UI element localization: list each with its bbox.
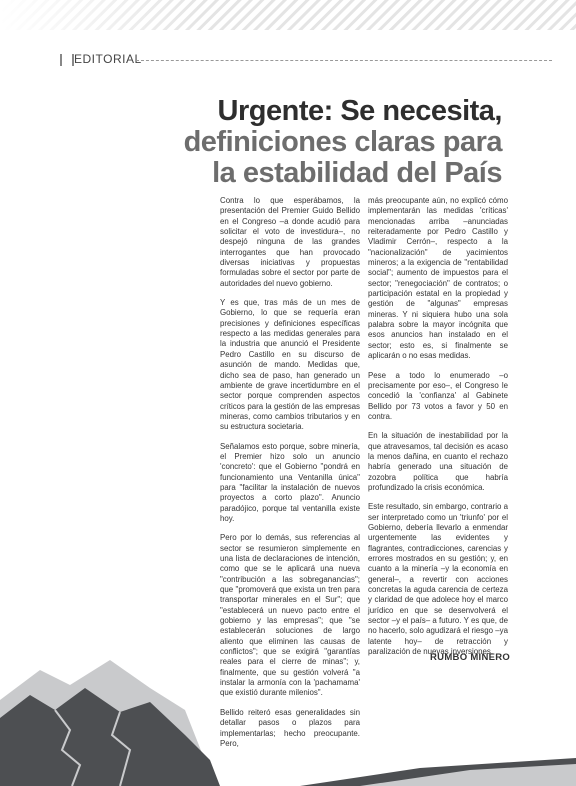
section-label: EDITORIAL [74,52,142,66]
paragraph: Y es que, tras más de un mes de Gobierno, lo que se requería eran precisiones y definiciones específicas respecto a las medidas generales para la industria que anunció el Presidente Pedro Castillo en su discurso de asunción de mando. Medidas que, dicho sea de paso, han generado un ambiente de grave incertidumbre en el sector porque comprenden aspectos críticos para la gestión de las empresas mineras, como cambios tributarios y en su estructura societaria. [220,298,360,432]
headline-line-1: Urgente: Se necesita, [217,95,502,127]
headline [82,96,502,189]
paragraph: Este resultado, sin embargo, contrario a ser interpretado como un 'triunfo' por el Gobierno, debería llevarlo a enmendar urgentemente las evidentes y flagrantes, contradicciones, carencias y errores mostrados en su gestión; y, en cuanto a la minería –y la economía en general–, a revertir con acciones concretas la aguda carencia de certeza y claridad de que adolece hoy el marco jurídico en que se desenvolverá el sector –y el país– a futuro. Y es que, de no hacerlo, solo agudizará el riesgo –ya latente hoy– de retracción y paralización de nuevas inversiones. [368,502,508,657]
paragraph: En la situación de inestabilidad por la que atravesamos, tal decisión es acaso la menos dañina, en cuanto el rechazo habría generado una situación de zozobra política que habría profundizado la crisis económica. [368,431,508,492]
section-divider [136,60,552,61]
paragraph: más preocupante aún, no explicó cómo implementarán las medidas 'críticas' mencionadas arriba –anunciadas reiteradamente por Pedro Castillo y Vladimir Cerrón–, respecto a la "nacionalización" de yacimientos mineros; a la exigencia de "rentabilidad social"; aumento de impuestos para el sector; "renegociación" de contratos; o participación estatal en la propiedad y gestión de "algunas" empresas mineras. Y ni siquiera hubo una sola palabra sobre la mayor incógnita que esos anuncios han instalado en el sector; esto es, si finalmente se aplicarán o no esas medidas. [368,196,508,361]
paragraph: Pero por lo demás, sus referencias al sector se resumieron simplemente en una lista de declaraciones de intención, como que se le aplicará una nueva "contribución a las sobreganancias"; que "promoverá que exista un tren para transportar minerales en el Sur"; que "establecerá un nuevo pacto entre el gobierno y las empresas"; que "se establecerán soluciones de largo aliento que eliminen las causas de conflictos"; que se exigirá "garantías reales para el cierre de minas"; y, finalmente, que su gestión volverá "a instalar la armonía con la 'pachamama' que existió durante milenios". [220,533,360,698]
section-marker [60,54,74,66]
header-stripe-pattern [0,0,576,30]
headline-line-3: la estabilidad del País [212,157,502,189]
mountain-illustration [0,640,576,786]
paragraph: Pese a todo lo enumerado –o precisamente por eso–, el Congreso le concedió la 'confianza' al Gabinete Bellido por 73 votos a favor y 50 en contra. [368,370,508,421]
paragraph: Bellido reiteró esas generalidades sin detallar pasos o plazos para implementarlas; hecho preocupante. Pero, [220,707,360,748]
signature: RUMBO MINERO [430,652,511,663]
headline-line-2: definiciones claras para [183,126,502,158]
paragraph: Contra lo que esperábamos, la presentación del Premier Guido Bellido en el Congreso –a donde acudió para solicitar el voto de investidura–, no despejó ninguna de las grandes interrogantes que han provocado diversas iniciativas y propuestas formuladas sobre el sector por parte de autoridades del nuevo gobierno. [220,196,360,288]
paragraph: Señalamos esto porque, sobre minería, el Premier hizo solo un anuncio 'concreto': que el Gobierno "pondrá en funcionamiento una Ventanilla única" para "facilitar la instalación de nuevos proyectos a corto plazo". Anuncio paradójico, porque tal ventanilla existe hoy. [220,441,360,523]
text-column-right [368,196,511,666]
